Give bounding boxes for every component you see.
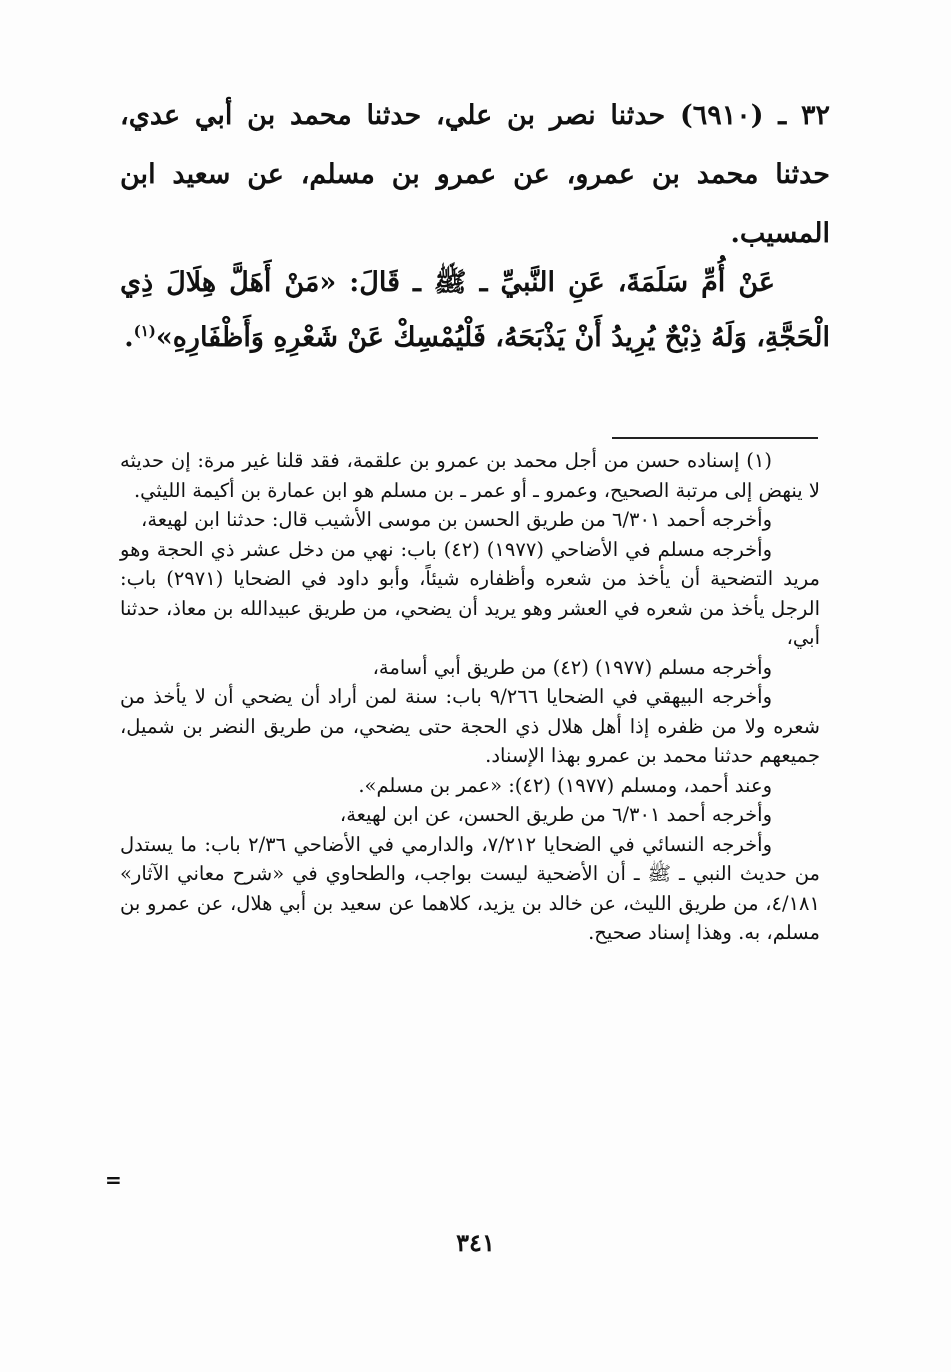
footnotes-section [120, 446, 820, 948]
hadith-paragraph [120, 255, 830, 365]
footnote-paragraph: وأخرجه مسلم في الأضاحي (١٩٧٧) (٤٢) باب: نهي من دخل عشر ذي الحجة وهو مريد التضحية أن يأخذ من شعره وأظفاره شيئاً، وأبو داود في الضحايا (٢٩٧١) باب: الرجل يأخذ من شعره في العشر وهو يريد أن يضحي، من طريق عبيدالله بن معاذ، حدثنا أبي، [120, 537, 820, 649]
footnote-paragraph: وأخرجه مسلم (١٩٧٧) (٤٢) من طريق أبي أسامة، [372, 655, 772, 679]
footnote-paragraph: (١) إسناده حسن من أجل محمد بن عمرو بن علقمة، فقد قلنا غير مرة: إن حديثه لا ينهض إلى مرتبة الصحيح، وعمرو ـ أو عمر ـ بن مسلم هو ابن عمارة بن أكيمة الليثي. [120, 449, 820, 502]
footnote-paragraph: وأخرجه النسائي في الضحايا ٧/٢١٢، والدارمي في الأضاحي ٢/٣٦ باب: ما يستدل من حديث النبي ـ ﷺ ـ أن الأضحية ليست بواجب، والطحاوي في «شرح معاني الآثار» ٤/١٨١، من طريق الليث، عن خالد بن يزيد، كلاهما عن سعيد بن أبي هلال، عن عمرو بن مسلم، به. وهذا إسناد صحيح. [120, 832, 820, 944]
isnad-text: ٣٢ ـ (٦٩١٠) حدثنا نصر بن علي، حدثنا محمد بن أبي عدي، حدثنا محمد بن عمرو، عن عمرو بن مسلم، عن سعيد ابن المسيب. [120, 100, 830, 249]
footnote-paragraph: وأخرجه البيهقي في الضحايا ٩/٢٦٦ باب: سنة لمن أراد أن يضحي أن لا يأخذ من شعره ولا من ظفره إذا أهل هلال ذي الحجة حتى يضحي، من طريق النضر بن شميل، جميعهم حدثنا محمد بن عمرو بهذا الإسناد. [120, 685, 820, 767]
footnote-continuation-mark: = [105, 1168, 122, 1192]
hadith-chain-of-narration [120, 86, 830, 263]
footnote-paragraph: وأخرجه أحمد ٦/٣٠١ من طريق الحسن، عن ابن لهيعة، [339, 803, 772, 826]
footnote-paragraph: وعند أحمد، ومسلم (١٩٧٧) (٤٢): «عمر بن مسلم». [358, 773, 772, 797]
page-number: ٣٤١ [456, 1228, 495, 1257]
hadith-text: عَنْ أُمِّ سَلَمَةَ، عَنِ النَّبيِّ ـ ﷺ ـ قَالَ: «مَنْ أَهَلَّ هِلَالَ ذِي الْحَجَّةِ، وَلَهُ ذِبْحٌ يُرِيدُ أَنْ يَذْبَحَهُ، فَلْيُمْسِكْ عَنْ شَعْرِهِ وَأَظْفَارِهِ» [120, 267, 830, 353]
hadith-text-block [120, 255, 830, 365]
footnote-reference[interactable]: (١) [133, 322, 156, 340]
hadith-end-punctuation: . [124, 322, 134, 353]
footnote-separator-line [612, 437, 818, 439]
footnote-paragraph: وأخرجه أحمد ٦/٣٠١ من طريق الحسن بن موسى الأشيب قال: حدثنا ابن لهيعة، [141, 508, 772, 531]
